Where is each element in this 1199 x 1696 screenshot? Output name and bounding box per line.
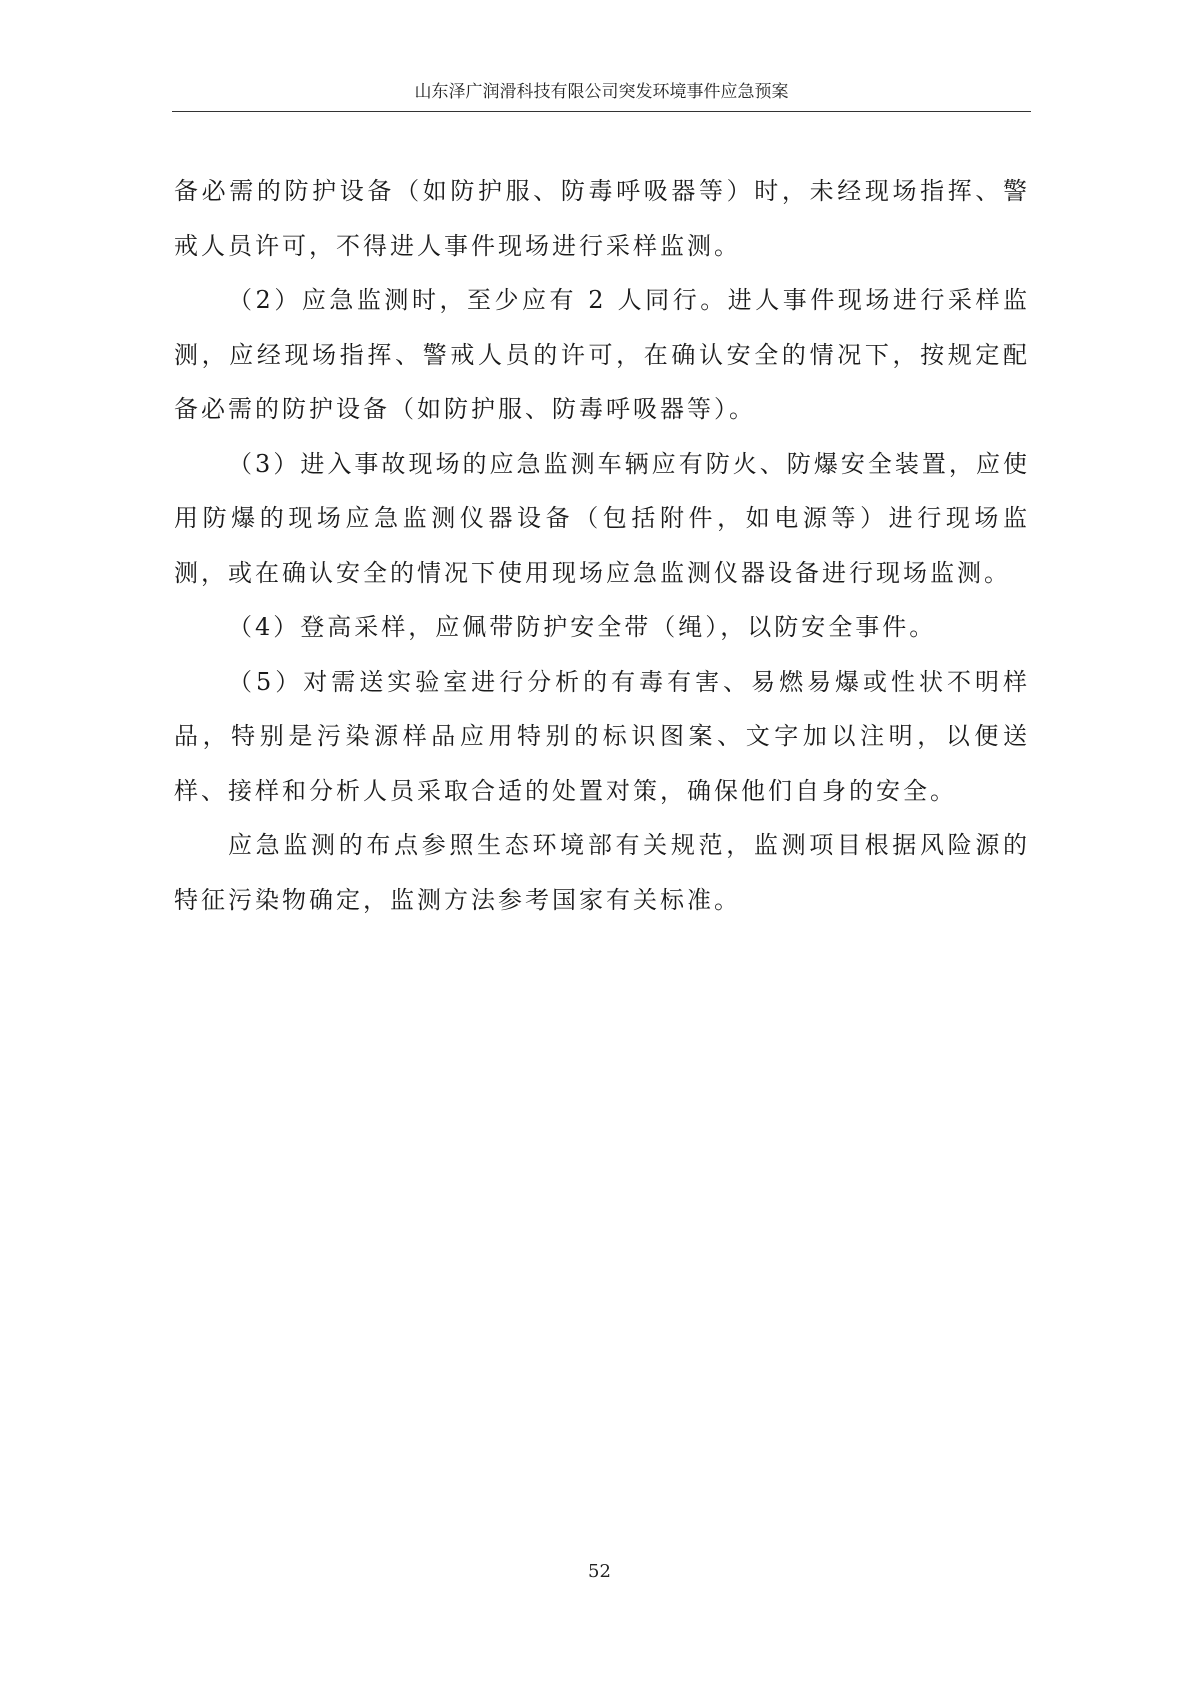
paragraph-item-2: （2）应急监测时，至少应有 2 人同行。进人事件现场进行采样监测，应经现场指挥、警戒人员的许可，在确认安全的情况下，按规定配备必需的防护设备（如防护服、防毒呼吸器等）。: [174, 286, 1030, 423]
paragraph-item-4: （4）登高采样，应佩带防护安全带（绳），以防安全事件。: [228, 613, 937, 641]
paragraph-item-5: （5）对需送实验室进行分析的有毒有害、易燃易爆或性状不明样品，特别是污染源样品应用特别的标识图案、文字加以注明，以便送样、接样和分析人员采取合适的处置对策，确保他们自身的安全。: [174, 667, 1030, 805]
paragraph-continuation: 备必需的防护设备（如防护服、防毒呼吸器等）时，未经现场指挥、警戒人员许可，不得进人事件现场进行采样监测。: [174, 177, 1030, 260]
document-body: [174, 164, 1030, 927]
header-divider: [172, 111, 1031, 112]
paragraph-item-3: （3）进入事故现场的应急监测车辆应有防火、防爆安全装置，应使用防爆的现场应急监测仪器设备（包括附件，如电源等）进行现场监测，或在确认安全的情况下使用现场应急监测仪器设备进行现场监测。: [174, 449, 1030, 587]
page-number: 52: [588, 1561, 611, 1582]
paragraph-summary: 应急监测的布点参照生态环境部有关规范，监测项目根据风险源的特征污染物确定，监测方法参考国家有关标准。: [174, 831, 1030, 914]
page-header-title: 山东泽广润滑科技有限公司突发环境事件应急预案: [414, 82, 789, 102]
